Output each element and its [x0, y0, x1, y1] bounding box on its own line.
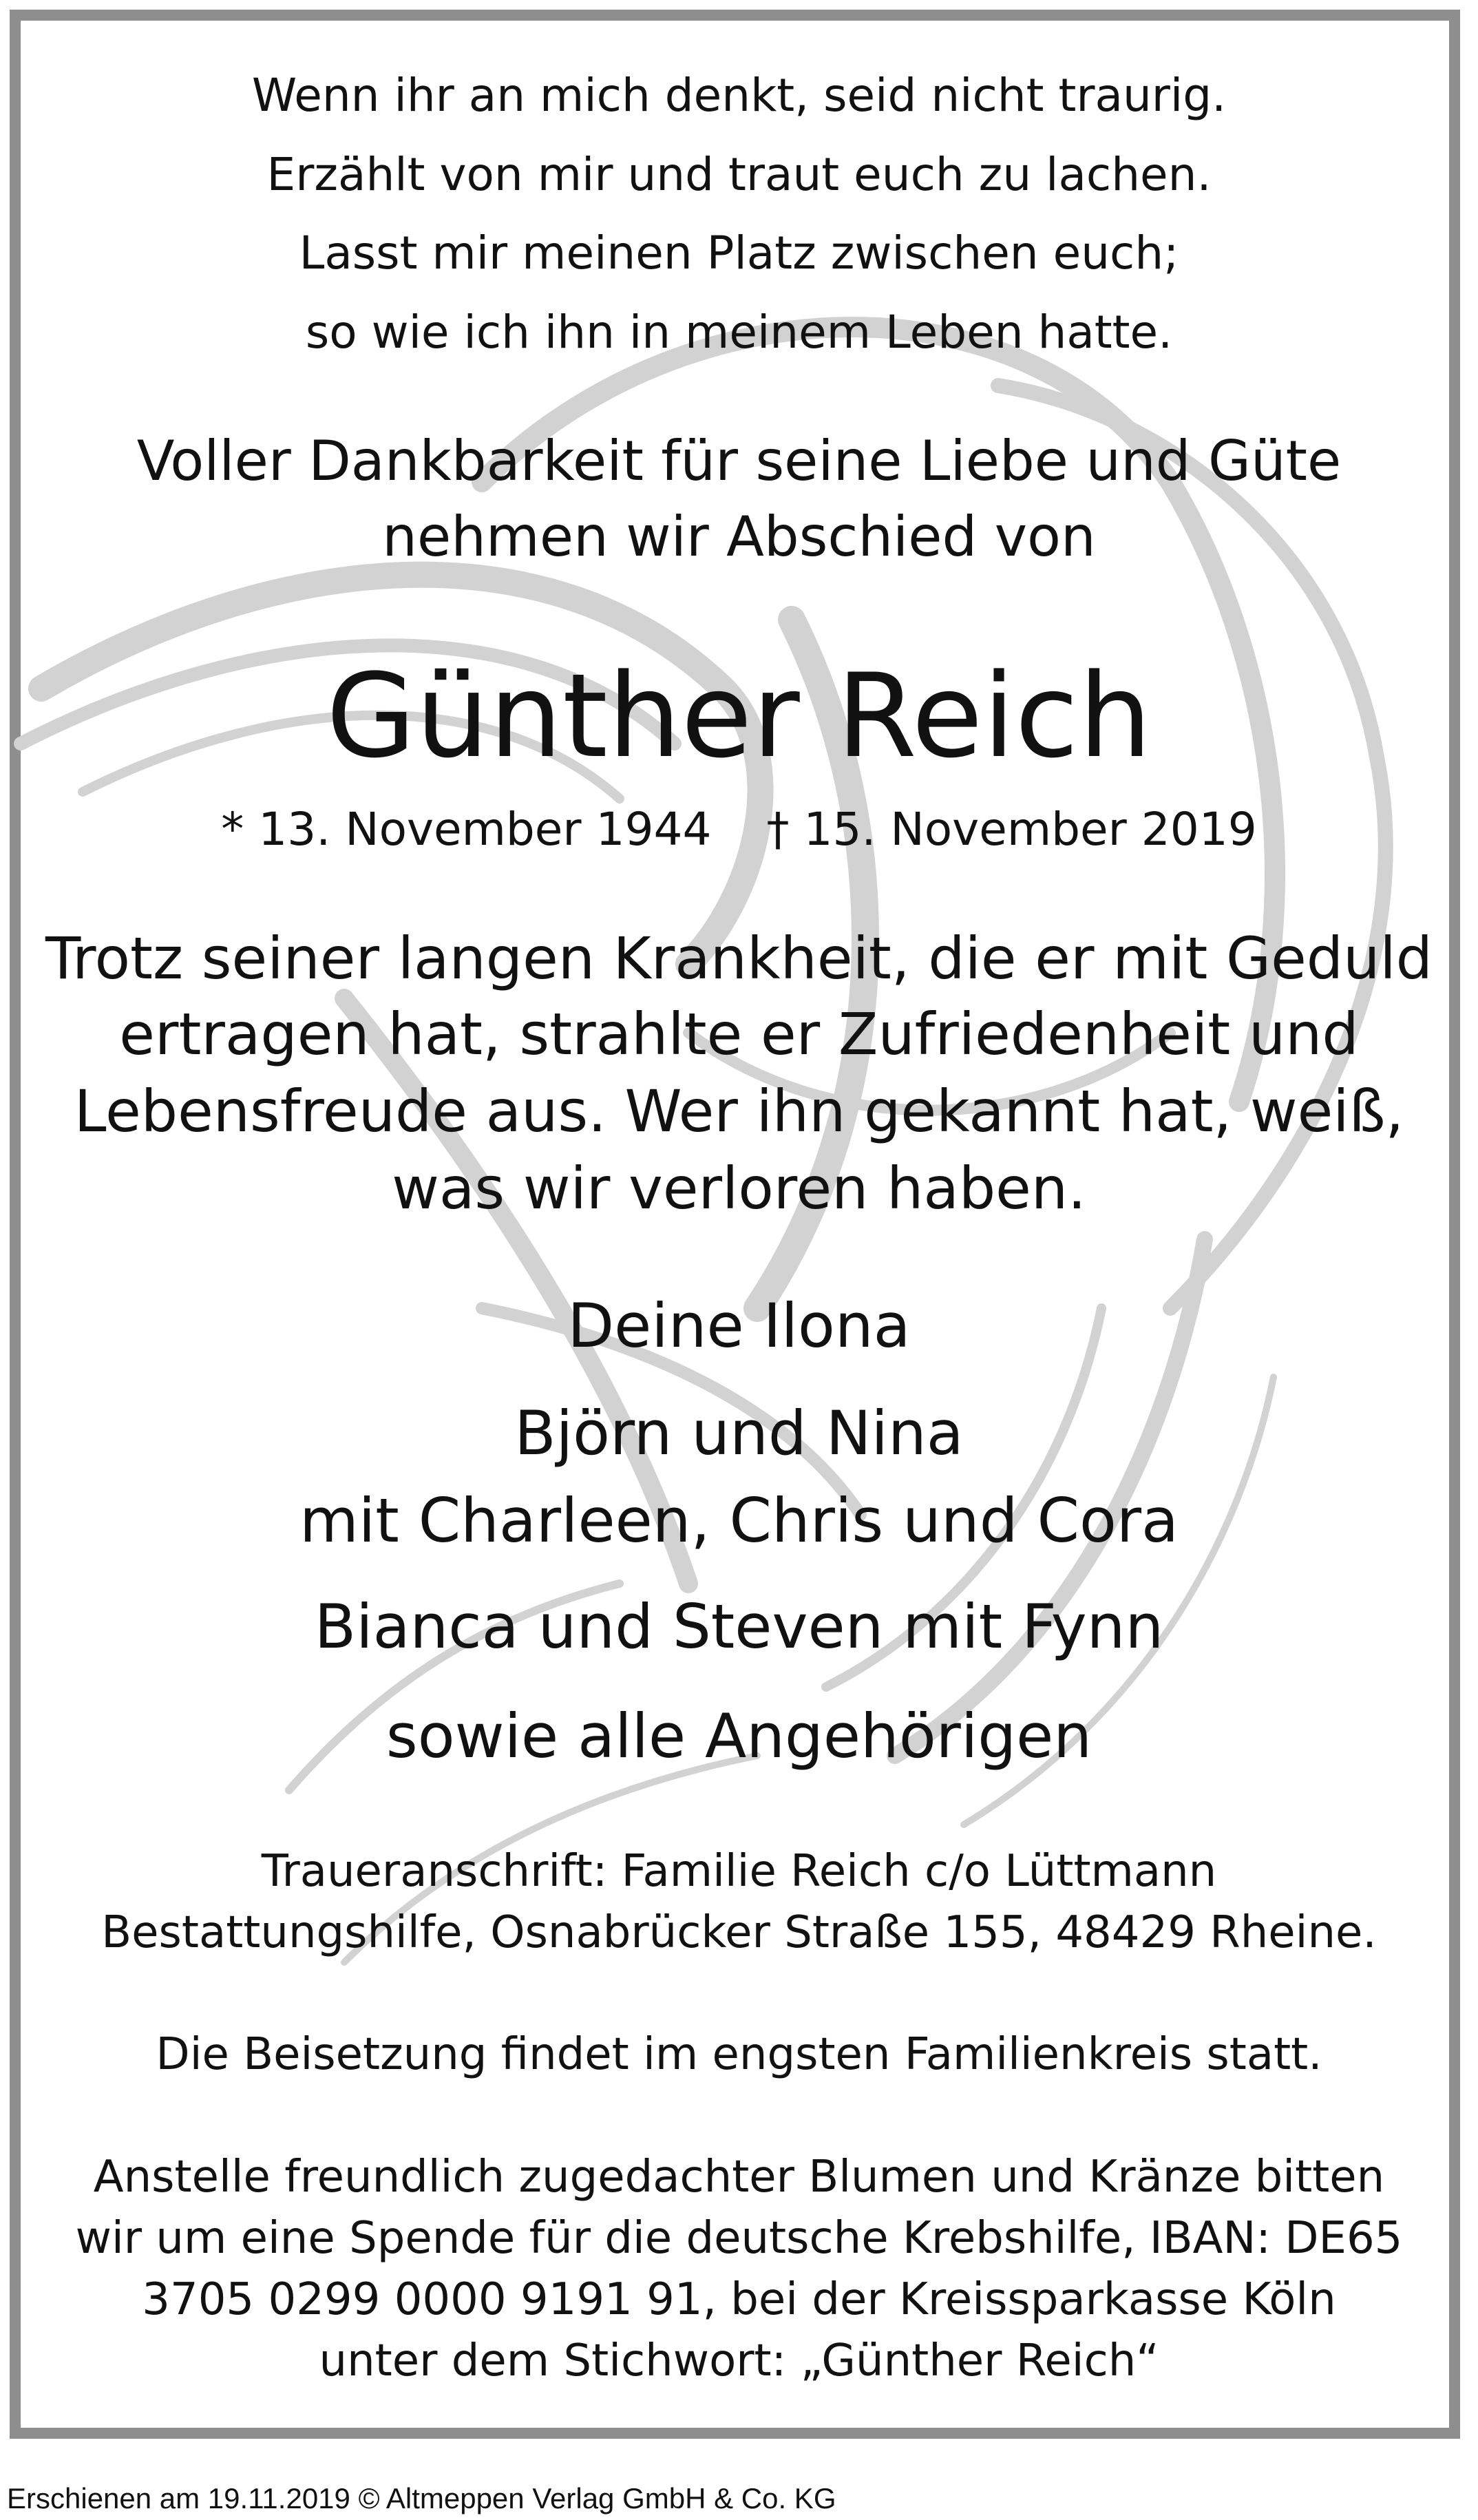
death-date: † 15. November 2019	[766, 803, 1257, 856]
tribute-line-3: Lebensfreude aus. Wer ihn gekannt hat, weiß,	[74, 1078, 1404, 1145]
tribute-line-2: ertragen hat, strahlte er Zufriedenheit und	[119, 1000, 1359, 1068]
address-line-1: Traueranschrift: Familie Reich c/o Lüttmann	[261, 1846, 1217, 1897]
poem-line-1: Wenn ihr an mich denkt, seid nicht traurig.	[251, 69, 1227, 122]
address-line-2: Bestattungshilfe, Osnabrücker Straße 155, 48429 Rheine.	[101, 1907, 1377, 1958]
mourner-line-3: mit Charleen, Chris und Cora	[299, 1485, 1179, 1556]
mourner-line-4: Bianca und Steven mit Fynn	[314, 1591, 1164, 1662]
intro-line-2: nehmen wir Abschied von	[382, 505, 1096, 569]
tribute-line-1: Trotz seiner langen Krankheit, die er mit Geduld	[45, 925, 1433, 992]
donation-line-2: wir um eine Spende für die deutsche Krebshilfe, IBAN: DE65	[75, 2213, 1403, 2264]
publication-footer: Erschienen am 19.11.2019 © Altmeppen Verlag GmbH & Co. KG	[7, 2482, 836, 2514]
poem-line-2: Erzählt von mir und traut euch zu lachen.	[266, 148, 1212, 201]
burial-notice: Die Beisetzung findet im engsten Familienkreis statt.	[156, 2029, 1322, 2080]
tribute-line-4: was wir verloren haben.	[392, 1155, 1086, 1222]
poem-line-4: so wie ich ihn in meinem Leben hatte.	[305, 306, 1173, 359]
intro-line-1: Voller Dankbarkeit für seine Liebe und Güte	[136, 429, 1342, 493]
birth-date: * 13. November 1944	[221, 803, 712, 856]
donation-line-4: unter dem Stichwort: „Günther Reich“	[319, 2335, 1159, 2386]
life-dates	[21, 803, 1457, 856]
donation-line-3: 3705 0299 0000 9191 91, bei der Kreissparkasse Köln	[142, 2274, 1336, 2325]
donation-line-1: Anstelle freundlich zugedachter Blumen und Kränze bitten	[93, 2152, 1385, 2203]
mourner-line-2: Björn und Nina	[514, 1398, 964, 1469]
deceased-name: Günther Reich	[326, 649, 1152, 784]
mourner-line-1: Deine Ilona	[567, 1290, 911, 1361]
poem-line-3: Lasst mir meinen Platz zwischen euch;	[299, 227, 1179, 280]
mourner-line-5: sowie alle Angehörigen	[386, 1701, 1092, 1772]
